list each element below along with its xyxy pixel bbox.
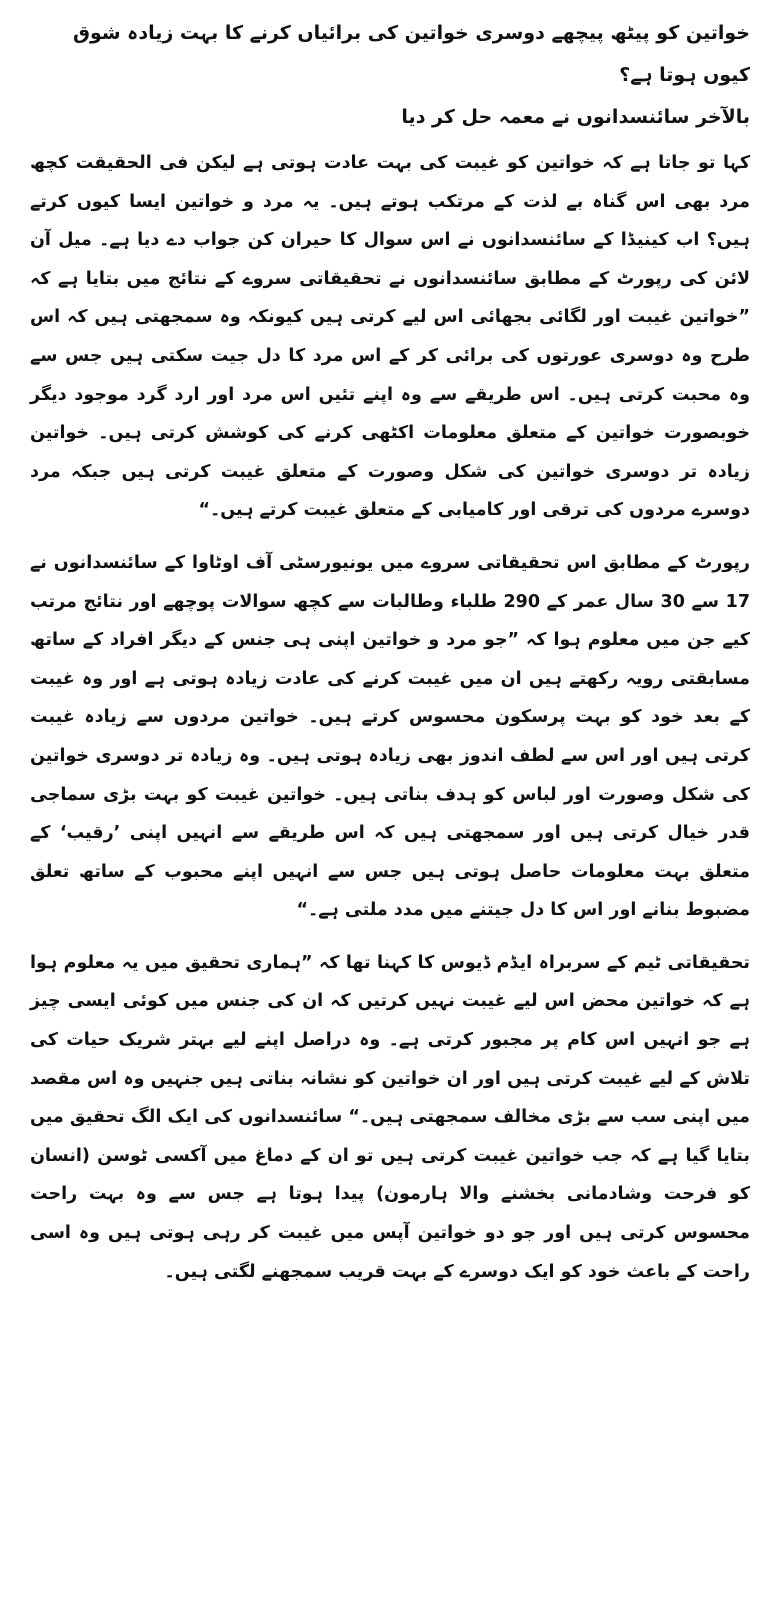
article-title: خواتین کو پیٹھ پیچھے دوسری خواتین کی برائیاں کرنے کا بہت زیادہ شوق کیوں ہوتا ہے؟: [72, 22, 750, 86]
article-subtitle: بالآخر سائنسدانوں نے معمہ حل کر دیا: [401, 106, 750, 128]
paragraph-2: رپورٹ کے مطابق اس تحقیقاتی سروے میں یونیورسٹی آف اوٹاوا کے سائنسدانوں نے 17 سے 30 سال عمر کے 290 طلباء وطالبات سے کچھ سوالات پوچھے اور نتائج مرتب کیے جن میں معلوم ہوا کہ ”جو مرد و خواتین اپنی ہی جنس کے دیگر افراد کے ساتھ مسابقتی رویہ رکھتے ہیں ان میں غیبت کرنے کی عادت زیادہ ہوتی ہے اور وہ غیبت کے بعد خود کو بہت پرسکون محسوس کرتے ہیں۔ خواتین مردوں سے زیادہ غیبت کرتی ہیں اور اس سے لطف اندوز بھی زیادہ ہوتی ہیں۔ وہ زیادہ تر دوسری خواتین کی شکل وصورت اور لباس کو ہدف بناتی ہیں۔ خواتین غیبت کو بہت بڑی سماجی قدر خیال کرتی ہیں اور سمجھتی ہیں کہ اس طریقے سے انہیں اپنی ’رقیب‘ کے متعلق بہت معلومات حاصل ہوتی ہیں جس سے انہیں اپنے محبوب کے ساتھ تعلق مضبوط بنانے اور اس کا دل جیتنے میں مدد ملتی ہے۔“: [30, 552, 751, 921]
paragraph-3: تحقیقاتی ٹیم کے سربراہ ایڈم ڈیوس کا کہنا تھا کہ ”ہماری تحقیق میں یہ معلوم ہوا ہے کہ خواتین محض اس لیے غیبت نہیں کرتیں کہ ان کی جنس میں کوئی ایسی چیز ہے جو انہیں اس کام پر مجبور کرتی ہے۔ وہ دراصل اپنے لیے بہتر شریک حیات کی تلاش کے لیے غیبت کرتی ہیں اور ان خواتین کو نشانہ بناتی ہیں جنہیں وہ اس مقصد میں اپنی سب سے بڑی مخالف سمجھتی ہیں۔“ سائنسدانوں کی ایک الگ تحقیق میں بتایا گیا ہے کہ جب خواتین غیبت کرتی ہیں تو ان کے دماغ میں آکسی ٹوسن (انسان کو فرحت وشادمانی بخشنے والا ہارمون) پیدا ہوتا ہے جس سے وہ بہت راحت محسوس کرتی ہیں اور جو دو خواتین آپس میں غیبت کر رہی ہوتی ہیں وہ اسی راحت کے باعث خود کو ایک دوسرے کے بہت قریب سمجھنے لگتی ہیں۔: [30, 952, 750, 1282]
paragraph-1: کہا تو جاتا ہے کہ خواتین کو غیبت کی بہت عادت ہوتی ہے لیکن فی الحقیقت کچھ مرد بھی اس گناہ بے لذت کے مرتکب ہوتے ہیں۔ یہ مرد و خواتین ایسا کیوں کرتے ہیں؟ اب کینیڈا کے سائنسدانوں نے اس سوال کا حیران کن جواب دے دیا ہے۔ میل آن لائن کی رپورٹ کے مطابق سائنسدانوں نے تحقیقاتی سروے کے نتائج میں بتایا ہے کہ ”خواتین غیبت اور لگائی بجھائی اس لیے کرتی ہیں کیونکہ وہ سمجھتی ہیں کہ اس طرح وہ دوسری عورتوں کی برائی کر کے اس مرد کا دل جیت سکتی ہیں جس سے وہ محبت کرتی ہیں۔ اس طریقے سے وہ اپنے تئیں اس مرد اور ارد گرد موجود دیگر خوبصورت خواتین کے متعلق معلومات اکٹھی کرنے کی کوشش کرتی ہیں۔ خواتین زیادہ تر دوسری خواتین کی شکل وصورت کے متعلق غیبت کرتی ہیں جبکہ مرد دوسرے مردوں کی ترقی اور کامیابی کے متعلق غیبت کرتے ہیں۔“: [30, 153, 750, 521]
